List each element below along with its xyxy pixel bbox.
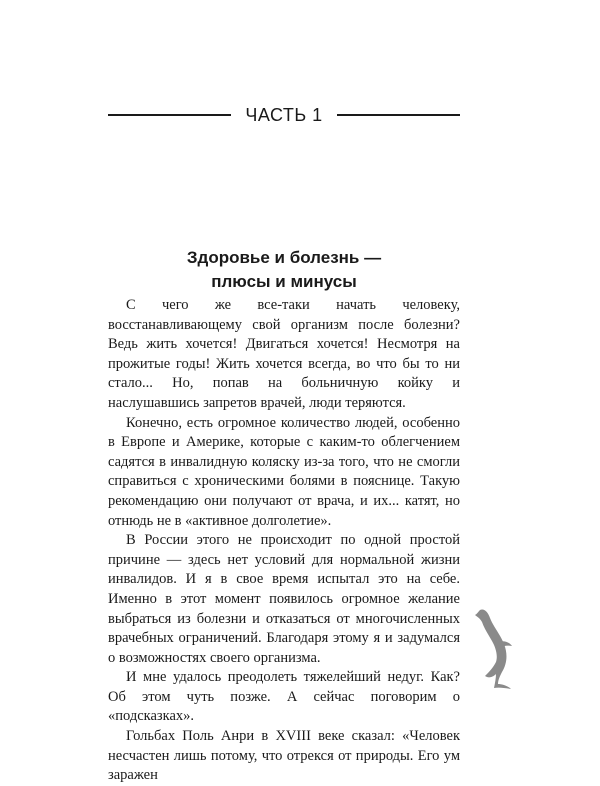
- chapter-title-line-1: Здоровье и болезнь —: [186, 248, 382, 267]
- header-rule-right: [337, 114, 460, 116]
- chapter-title-line-2: плюсы и минусы: [211, 272, 357, 291]
- chapter-title: [108, 246, 460, 294]
- paragraph: И мне удалось преодолеть тяжелейший недуг. Как? Об этом чуть позже. А сейчас поговорим о «подсказках».: [108, 669, 460, 725]
- part-header: [108, 100, 460, 130]
- dolphin-icon: [474, 606, 514, 690]
- paragraph: С чего же все-таки начать человеку, восстанавливающему свой организм после болезни? Ведь жить хочется! Двигаться хочется! Несмотря на прожитые годы! Жить хочется всегда, во что бы то ни стало... Но, попав на больничную койку и наслушавшись запретов врачей, люди теряются.: [108, 297, 460, 411]
- paragraph: В России этого не происходит по одной простой причине — здесь нет условий для нормальной жизни инвалидов. И я в свое время испытал это на себе. Именно в этот момент появилось огромное желание выбраться из болезни и отказаться от многочисленных врачебных ограничений. Благодаря этому я и задумался о возможностях своего организма.: [108, 532, 460, 666]
- body-text: [108, 296, 460, 786]
- part-title: ЧАСТЬ 1: [245, 104, 323, 125]
- paragraph: Конечно, есть огромное количество людей, особенно в Европе и Америке, которые с каким-то облегчением садятся в инвалидную коляску из-за того, что не смогли справиться с хроническими болями в пояснице. Такую рекомендацию они получают от врача, и их... катят, но отнюдь не в «активное долголетие».: [108, 414, 460, 529]
- paragraph: Гольбах Поль Анри в XVIII веке сказал: «Человек несчастен лишь потому, что отрекся от природы. Его ум заражен: [108, 728, 460, 784]
- header-rule-left: [108, 114, 231, 116]
